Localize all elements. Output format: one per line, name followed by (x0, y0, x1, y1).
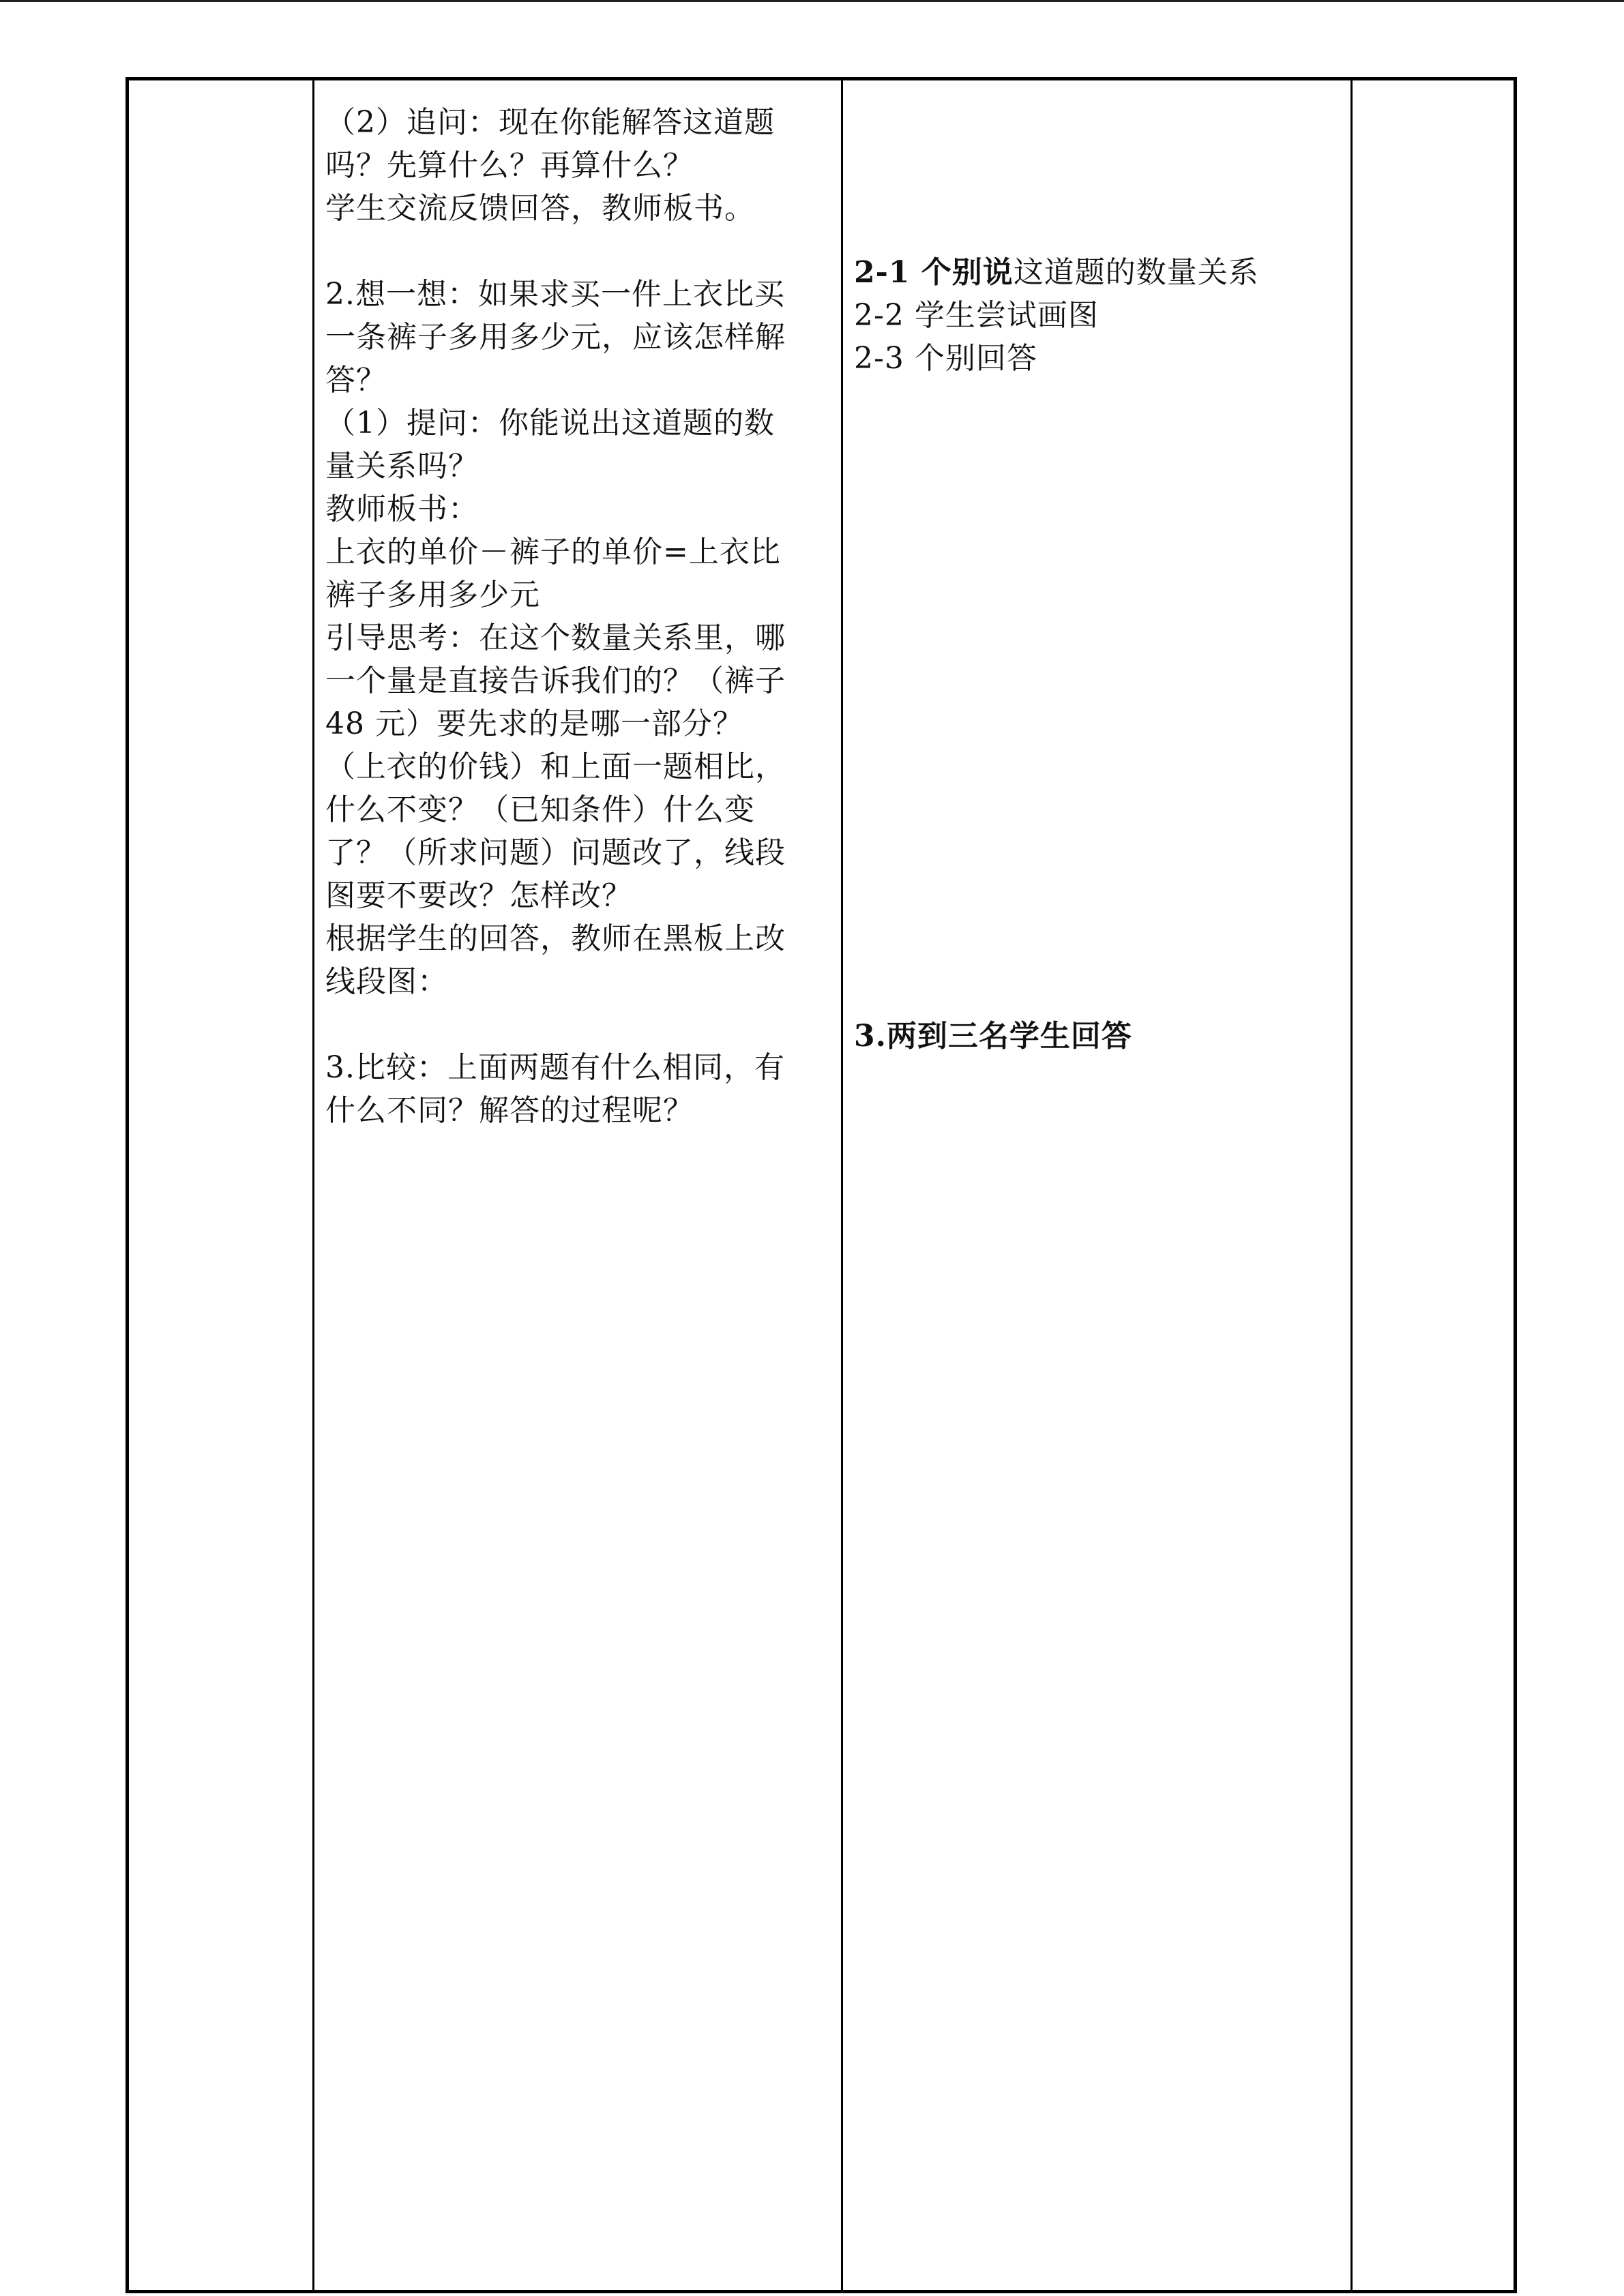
text-line: 线段图： (325, 964, 448, 999)
text-line: 一个量是直接告诉我们的？（裤子 (325, 664, 786, 698)
teacher-activity-cell (325, 80, 844, 2290)
text-line: 上衣的单价－裤子的单价=上衣比 (325, 535, 781, 569)
regular-text: 2-3 个别回答 (854, 341, 1037, 376)
text-line: 什么不变？（已知条件）什么变 (325, 792, 755, 827)
text-line: （上衣的价钱）和上面一题相比， (325, 749, 786, 784)
student-line (854, 337, 1359, 380)
text-line: 裤子多用多少元 (325, 578, 540, 612)
text-line: 量关系吗？ (325, 449, 479, 483)
blank-space (854, 380, 1359, 1015)
student-activity-cell (854, 80, 1359, 2290)
text-line: 根据学生的回答，教师在黑板上改 (325, 921, 786, 956)
text-line: 引导思考：在这个数量关系里，哪 (325, 621, 786, 655)
lesson-plan-table (126, 77, 1517, 2293)
text-line: 2.想一想：如果求买一件上衣比买 (325, 277, 785, 312)
text-line: 吗？先算什么？再算什么？ (325, 148, 694, 183)
text-line: 学生交流反馈回答，教师板书。 (325, 191, 755, 226)
text-line: 图要不要改？怎样改？ (325, 878, 632, 913)
blank-line (325, 230, 844, 273)
regular-text: 这道题的数量关系 (1013, 255, 1259, 290)
teacher-block-1 (325, 101, 844, 230)
text-line: （2）追问：现在你能解答这道题 (325, 105, 775, 140)
text-line: 什么不同？解答的过程呢？ (325, 1093, 694, 1128)
student-line (854, 251, 1359, 294)
blank-line (325, 1003, 844, 1046)
text-line: 一条裤子多用多少元，应该怎样解 (325, 320, 786, 355)
student-line (854, 1015, 1359, 1058)
bold-text: 2-1 个别说 (854, 255, 1014, 290)
teacher-block-3 (325, 1046, 844, 1132)
text-line: （1）提问：你能说出这道题的数 (325, 406, 775, 441)
bold-text: 3.两到三名学生回答 (854, 1019, 1132, 1054)
column-divider (312, 80, 314, 2290)
student-line (854, 294, 1359, 337)
text-line: 3.比较：上面两题有什么相同，有 (325, 1050, 785, 1085)
teacher-block-2 (325, 273, 844, 1003)
text-line: 48 元）要先求的是哪一部分？ (325, 706, 743, 741)
text-line: 了？（所求问题）问题改了，线段 (325, 835, 786, 870)
text-line: 答？ (325, 363, 387, 398)
page-top-border (0, 0, 1624, 2)
regular-text: 2-2 学生尝试画图 (854, 298, 1099, 333)
text-line: 教师板书： (325, 492, 479, 526)
